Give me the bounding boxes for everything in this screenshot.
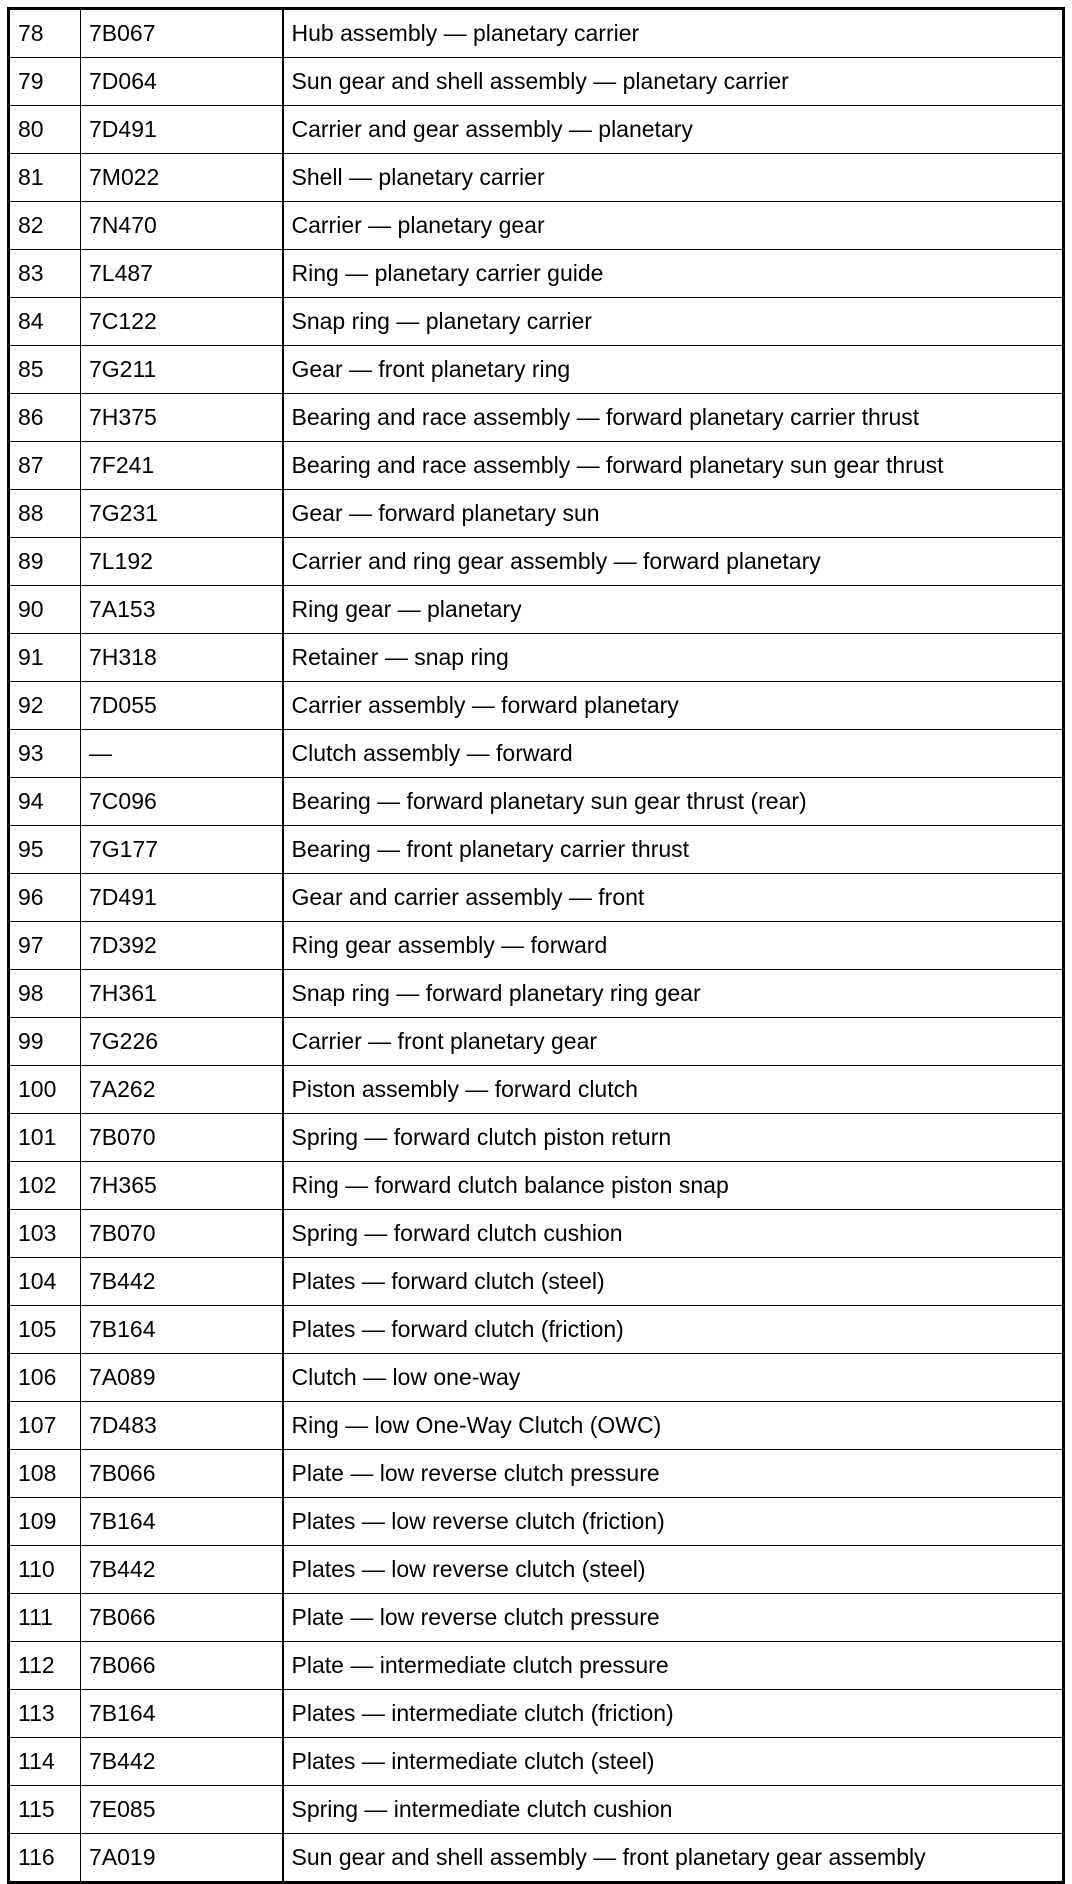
part-number-cell: 7G226 xyxy=(81,1018,283,1066)
description-cell: Gear — front planetary ring xyxy=(283,346,1064,394)
table-row xyxy=(9,1402,1064,1450)
part-number-cell: 7B164 xyxy=(81,1498,283,1546)
item-number-cell: 104 xyxy=(9,1258,81,1306)
item-number-cell: 107 xyxy=(9,1402,81,1450)
part-number-cell: — xyxy=(81,730,283,778)
part-number-cell: 7A153 xyxy=(81,586,283,634)
description-cell: Ring gear — planetary xyxy=(283,586,1064,634)
table-row xyxy=(9,1354,1064,1402)
description-cell: Plates — forward clutch (friction) xyxy=(283,1306,1064,1354)
description-cell: Gear — forward planetary sun xyxy=(283,490,1064,538)
table-row xyxy=(9,1066,1064,1114)
item-number-cell: 78 xyxy=(9,9,81,58)
item-number-cell: 91 xyxy=(9,634,81,682)
item-number-cell: 93 xyxy=(9,730,81,778)
description-cell: Spring — intermediate clutch cushion xyxy=(283,1786,1064,1834)
item-number-cell: 101 xyxy=(9,1114,81,1162)
description-cell: Carrier and gear assembly — planetary xyxy=(283,106,1064,154)
table-row xyxy=(9,394,1064,442)
part-number-cell: 7B070 xyxy=(81,1114,283,1162)
description-cell: Ring — low One-Way Clutch (OWC) xyxy=(283,1402,1064,1450)
part-number-cell: 7D055 xyxy=(81,682,283,730)
item-number-cell: 108 xyxy=(9,1450,81,1498)
description-cell: Ring — forward clutch balance piston snap xyxy=(283,1162,1064,1210)
part-number-cell: 7B067 xyxy=(81,9,283,58)
table-row xyxy=(9,9,1064,58)
table-row xyxy=(9,1738,1064,1786)
part-number-cell: 7H365 xyxy=(81,1162,283,1210)
item-number-cell: 115 xyxy=(9,1786,81,1834)
item-number-cell: 109 xyxy=(9,1498,81,1546)
part-number-cell: 7B070 xyxy=(81,1210,283,1258)
part-number-cell: 7D483 xyxy=(81,1402,283,1450)
description-cell: Plate — intermediate clutch pressure xyxy=(283,1642,1064,1690)
table-row xyxy=(9,586,1064,634)
description-cell: Carrier — front planetary gear xyxy=(283,1018,1064,1066)
part-number-cell: 7H361 xyxy=(81,970,283,1018)
item-number-cell: 97 xyxy=(9,922,81,970)
description-cell: Bearing — forward planetary sun gear thrust (rear) xyxy=(283,778,1064,826)
description-cell: Plates — low reverse clutch (steel) xyxy=(283,1546,1064,1594)
description-cell: Bearing — front planetary carrier thrust xyxy=(283,826,1064,874)
item-number-cell: 84 xyxy=(9,298,81,346)
description-cell: Spring — forward clutch piston return xyxy=(283,1114,1064,1162)
table-row xyxy=(9,1498,1064,1546)
part-number-cell: 7N470 xyxy=(81,202,283,250)
description-cell: Shell — planetary carrier xyxy=(283,154,1064,202)
table-row xyxy=(9,1594,1064,1642)
part-number-cell: 7D392 xyxy=(81,922,283,970)
description-cell: Sun gear and shell assembly — front planetary gear assembly xyxy=(291,1844,926,1870)
table-row xyxy=(9,874,1064,922)
part-number-cell: 7B442 xyxy=(81,1738,283,1786)
item-number-cell: 112 xyxy=(9,1642,81,1690)
table-row xyxy=(9,346,1064,394)
item-number-cell: 80 xyxy=(9,106,81,154)
part-number-cell: 7D491 xyxy=(81,106,283,154)
item-number-cell: 102 xyxy=(9,1162,81,1210)
description-cell: Plates — intermediate clutch (steel) xyxy=(283,1738,1064,1786)
description-cell: Plate — low reverse clutch pressure xyxy=(283,1450,1064,1498)
description-cell: Piston assembly — forward clutch xyxy=(283,1066,1064,1114)
item-number-cell: 82 xyxy=(9,202,81,250)
description-cell: Clutch — low one-way xyxy=(283,1354,1064,1402)
description-cell: Hub assembly — planetary carrier xyxy=(283,9,1064,58)
table-row xyxy=(9,250,1064,298)
table-row xyxy=(9,1306,1064,1354)
item-number-cell: 95 xyxy=(9,826,81,874)
item-number-cell: 113 xyxy=(9,1690,81,1738)
description-cell: Plates — low reverse clutch (friction) xyxy=(283,1498,1064,1546)
description-cell: Plates — forward clutch (steel) xyxy=(283,1258,1064,1306)
description-cell: Retainer — snap ring xyxy=(283,634,1064,682)
description-cell: Gear and carrier assembly — front xyxy=(283,874,1064,922)
table-row xyxy=(9,1450,1064,1498)
table-row xyxy=(9,298,1064,346)
part-number-cell: 7L192 xyxy=(81,538,283,586)
item-number-cell: 83 xyxy=(9,250,81,298)
table-row xyxy=(9,1642,1064,1690)
description-cell: Ring gear assembly — forward xyxy=(283,922,1064,970)
part-number-cell: 7M022 xyxy=(81,154,283,202)
part-number-cell: 7G211 xyxy=(81,346,283,394)
table-row xyxy=(9,1162,1064,1210)
part-number-cell: 7H318 xyxy=(81,634,283,682)
part-number-cell: 7C122 xyxy=(81,298,283,346)
description-cell: Clutch assembly — forward xyxy=(283,730,1064,778)
table-row xyxy=(9,1690,1064,1738)
description-cell: Plate — low reverse clutch pressure xyxy=(283,1594,1064,1642)
table-row xyxy=(9,1834,1064,1883)
item-number-cell: 103 xyxy=(9,1210,81,1258)
item-number-cell: 105 xyxy=(9,1306,81,1354)
part-number-cell: 7B164 xyxy=(81,1306,283,1354)
part-number-cell: 7D491 xyxy=(81,874,283,922)
table-row xyxy=(9,1018,1064,1066)
part-number-cell: 7G177 xyxy=(81,826,283,874)
item-number-cell: 99 xyxy=(9,1018,81,1066)
description-cell: Snap ring — planetary carrier xyxy=(283,298,1064,346)
part-number-cell: 7B066 xyxy=(81,1642,283,1690)
part-number-cell: 7L487 xyxy=(81,250,283,298)
part-number-cell: 7A262 xyxy=(81,1066,283,1114)
table-row xyxy=(9,1786,1064,1834)
item-number-cell: 98 xyxy=(9,970,81,1018)
table-row xyxy=(9,730,1064,778)
table-row xyxy=(9,1258,1064,1306)
description-cell: Snap ring — forward planetary ring gear xyxy=(283,970,1064,1018)
item-number-cell: 85 xyxy=(9,346,81,394)
part-number-cell: 7B066 xyxy=(81,1594,283,1642)
table-row xyxy=(9,202,1064,250)
part-number-cell: 7A089 xyxy=(81,1354,283,1402)
part-number-cell: 7B066 xyxy=(81,1450,283,1498)
table-row xyxy=(9,970,1064,1018)
item-number-cell: 90 xyxy=(9,586,81,634)
item-number-cell: 114 xyxy=(9,1738,81,1786)
part-number-cell: 7D064 xyxy=(81,58,283,106)
table-row xyxy=(9,778,1064,826)
part-number-cell: 7H375 xyxy=(81,394,283,442)
table-row xyxy=(9,442,1064,490)
item-number-cell: 94 xyxy=(9,778,81,826)
part-number-cell: 7C096 xyxy=(81,778,283,826)
table-row xyxy=(9,1546,1064,1594)
item-number-cell: 87 xyxy=(9,442,81,490)
table-row xyxy=(9,634,1064,682)
table-row xyxy=(9,106,1064,154)
item-number-cell: 116 xyxy=(9,1834,81,1883)
item-number-cell: 86 xyxy=(9,394,81,442)
item-number-cell: 96 xyxy=(9,874,81,922)
item-number-cell: 106 xyxy=(9,1354,81,1402)
description-cell: Carrier and ring gear assembly — forward planetary xyxy=(283,538,1064,586)
part-number-cell: 7G231 xyxy=(81,490,283,538)
description-cell: Bearing and race assembly — forward planetary sun gear thrust xyxy=(283,442,1064,490)
part-number-cell: 7F241 xyxy=(81,442,283,490)
part-number-cell: 7B442 xyxy=(81,1258,283,1306)
part-number-cell: 7B164 xyxy=(81,1690,283,1738)
item-number-cell: 92 xyxy=(9,682,81,730)
description-cell: Sun gear and shell assembly — planetary carrier xyxy=(283,58,1064,106)
item-number-cell: 79 xyxy=(9,58,81,106)
table-row xyxy=(9,58,1064,106)
description-cell: Ring — planetary carrier guide xyxy=(283,250,1064,298)
table-row xyxy=(9,538,1064,586)
table-row xyxy=(9,922,1064,970)
part-number-cell: 7B442 xyxy=(81,1546,283,1594)
part-number-cell: 7E085 xyxy=(81,1786,283,1834)
table-row xyxy=(9,682,1064,730)
table-row xyxy=(9,1210,1064,1258)
parts-table-body xyxy=(9,9,1064,1883)
item-number-cell: 111 xyxy=(9,1594,81,1642)
item-number-cell: 88 xyxy=(9,490,81,538)
description-cell: Carrier — planetary gear xyxy=(283,202,1064,250)
table-row xyxy=(9,154,1064,202)
item-number-cell: 100 xyxy=(9,1066,81,1114)
item-number-cell: 89 xyxy=(9,538,81,586)
item-number-cell: 81 xyxy=(9,154,81,202)
table-row xyxy=(9,826,1064,874)
table-row xyxy=(9,490,1064,538)
item-number-cell: 110 xyxy=(9,1546,81,1594)
part-number-cell: 7A019 xyxy=(81,1834,283,1883)
description-cell: Bearing and race assembly — forward planetary carrier thrust xyxy=(283,394,1064,442)
description-cell: Carrier assembly — forward planetary xyxy=(283,682,1064,730)
table-row xyxy=(9,1114,1064,1162)
parts-table xyxy=(7,7,1065,1884)
description-cell: Plates — intermediate clutch (friction) xyxy=(283,1690,1064,1738)
description-cell: Spring — forward clutch cushion xyxy=(283,1210,1064,1258)
